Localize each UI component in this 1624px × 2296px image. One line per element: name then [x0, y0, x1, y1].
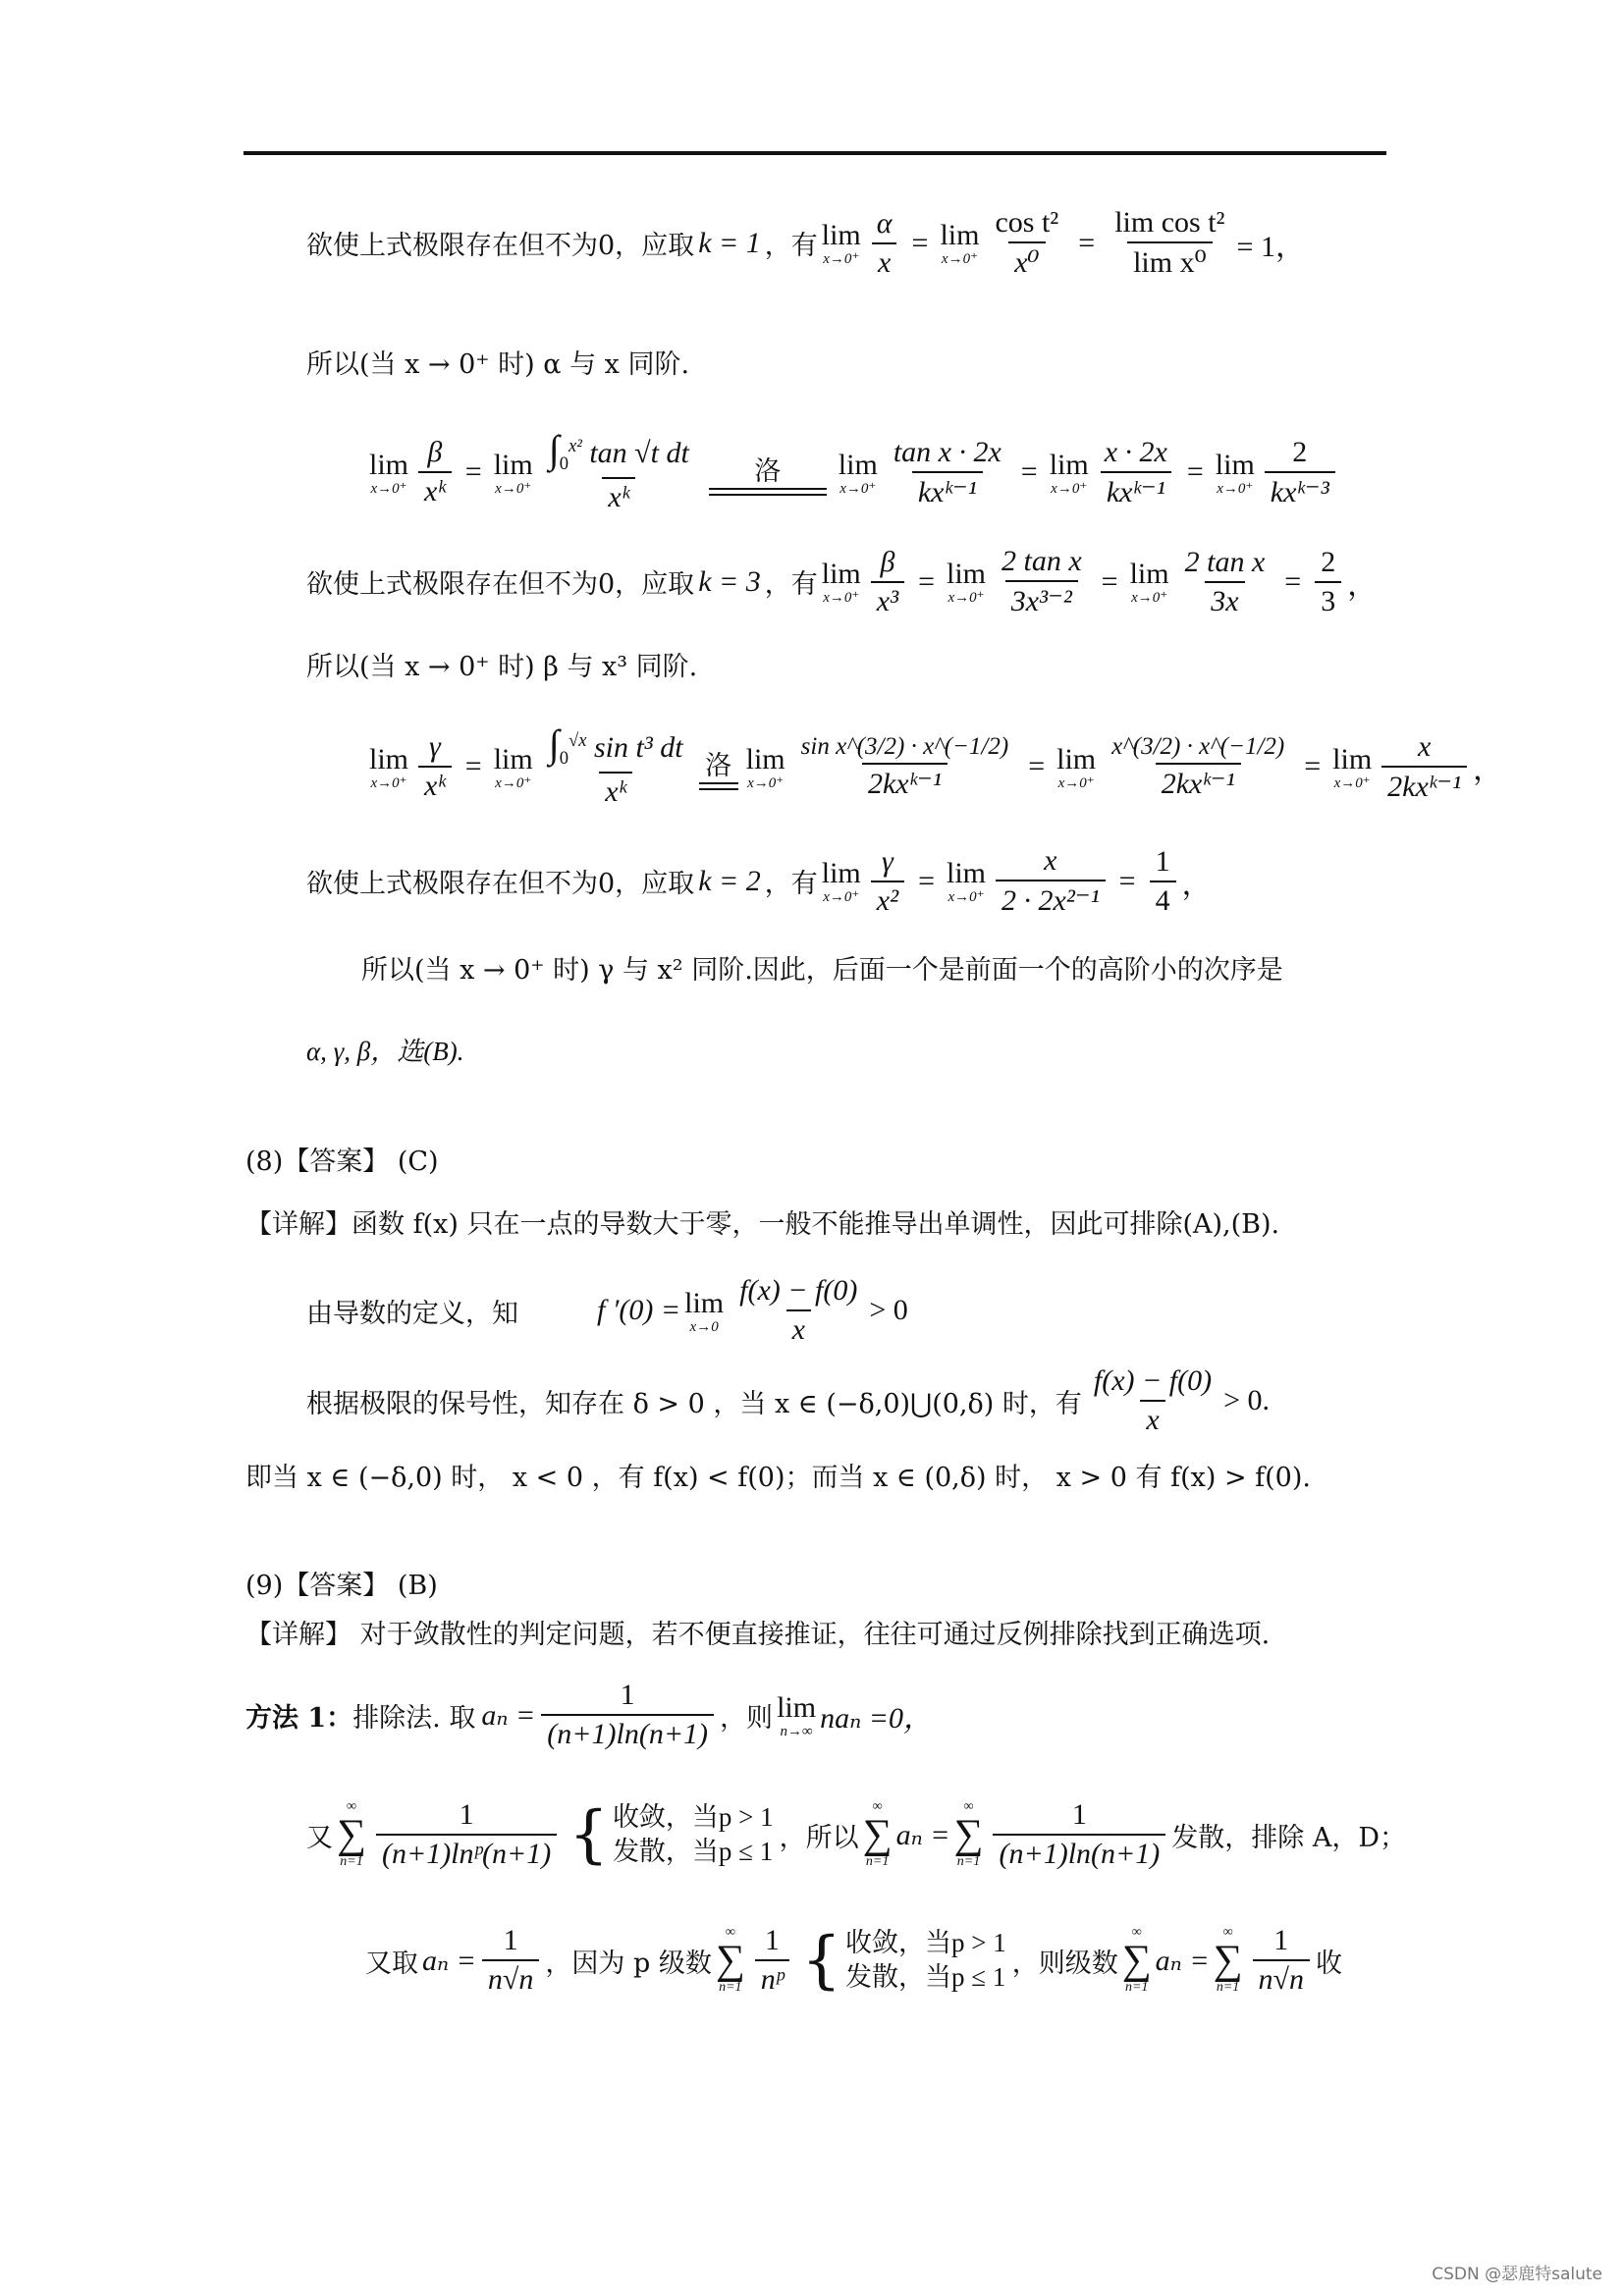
lim-operator: lim x→0⁺	[821, 857, 861, 905]
fraction-beta: $\frac{\beta}{\text{xᵏ}}$	[418, 436, 452, 508]
order-answer: α, γ, β，选(B).	[306, 1037, 464, 1066]
fraction-quarter: $\frac{1}{4}$	[1150, 845, 1176, 918]
fraction-an: $\frac{1}{(n+1)\ln(n+1)}$	[541, 1679, 714, 1751]
fraction-sin-power: $\frac{\text{sin x\textasciicircum{}(3/2) · x\textasciicircum{}(−1/2)}}{\text{2kxᵏ⁻¹}}$	[800, 732, 1009, 800]
convergence-cases: { 收敛，当p > 1 发散，当p ≤ 1	[568, 1798, 774, 1871]
lim-operator: lim x→0⁺	[493, 742, 533, 791]
fraction-alpha-x: $\frac{\alpha}{x}$	[871, 207, 898, 280]
q9-series-line: 又 ∞ ∑ n=1 $\frac{1}{\text{(n+1)lnᵖ(n+1)}}$ { 收敛，当p > 1 发散，当p ≤ 1 ，所以 ∞ ∑ n=1 aₙ = ∞ ∑ n=1 $\frac{1}{(n+1)\ln(n+1)}$ 发散，排除 A，D；	[306, 1798, 1407, 1871]
lim-operator: lim x→0⁺	[1215, 448, 1255, 497]
lim-operator: lim x→0⁺	[947, 857, 987, 905]
sum-symbol: ∞ ∑ n=1	[337, 1799, 366, 1869]
q9-answer-label: (9)【答案】 (B)	[245, 1571, 438, 1601]
gamma-integral-line: lim x→0⁺ $\frac{\gamma}{\text{xᵏ}}$ = lim x→0⁺ $\frac{\int_0^{√x} \sin t^3 dt}{\text{xᵏ}}$ 洛 lim x→0⁺ $\frac{\text{sin x\textasciicircum{}(3/2) · x\textasciicircum{}(−1/2)}}{\text{2kxᵏ⁻¹}}$ = lim x→0⁺ $\frac{x\^{}(3/2) \cdot x\^{}(-1/2)}{\text{2kxᵏ⁻¹}}$ = lim x→0⁺ $\frac{x}{\text{2kxᵏ⁻¹}}$ ，	[369, 721, 1503, 808]
q9-detail: 【详解】 对于敛散性的判定问题，若不便直接推证，往往可通过反例排除找到正确选项.	[245, 1620, 1271, 1650]
sum-symbol: ∞ ∑ n=1	[1121, 1925, 1152, 1995]
fraction-power: $\frac{x\^{}(3/2) \cdot x\^{}(-1/2)}{\text{2kxᵏ⁻¹}}$	[1111, 732, 1285, 800]
lim-operator: lim x→0⁺	[1332, 742, 1373, 791]
fraction-cos: $\frac{\text{cos t²}}{\text{x⁰}}$	[995, 206, 1059, 279]
alpha-order-text: 所以(当 x → 0⁺ 时) α 与 x 同阶.	[306, 349, 690, 380]
q8-derivative-line: 由导数的定义，知 f ′(0) = lim x→0 $\frac{f(x) - f(0)}{x}$ > 0	[306, 1274, 908, 1346]
have-text: ，有	[764, 231, 818, 261]
sum-symbol: ∞ ∑ n=1	[862, 1799, 893, 1869]
k-value: k = 1	[698, 226, 761, 259]
have-text: ，有	[764, 569, 818, 600]
fraction-two-thirds: $\frac{2}{3}$	[1315, 546, 1341, 618]
fraction-integral: $\frac{\int_0^{x^2} \tan √t dt}{\text{xᵏ}}$	[548, 427, 689, 513]
convergence-cases: { 收敛，当p > 1 发散，当p ≤ 1	[801, 1924, 1006, 1997]
lhopital-equals: 洛	[709, 450, 827, 496]
q8-sign-line: 根据极限的保号性，知存在 δ > 0 ，当 x ∈ (−δ,0)⋃(0,δ) 时，有 $\frac{f(x) - f(0)}{x}$ > 0.	[306, 1364, 1270, 1436]
k-value: k = 3	[698, 564, 761, 598]
fraction-two: $\frac{2}{\text{kxᵏ⁻³}}$	[1265, 436, 1335, 509]
lim-operator: lim x→0⁺	[369, 742, 409, 791]
beta-order-text: 所以(当 x → 0⁺ 时) β 与 x³ 同阶.	[306, 652, 698, 682]
fraction-x2x: $\frac{x \cdot 2x}{\text{kxᵏ⁻¹}}$	[1099, 436, 1173, 509]
lim-operator: lim x→0⁺	[821, 219, 861, 267]
fraction-beta-x3: $\frac{\beta}{\text{x³}}$	[871, 546, 904, 618]
lim-operator: lim x→0⁺	[940, 219, 980, 267]
lim-operator: lim x→0	[684, 1286, 725, 1335]
lim-operator: lim x→0⁺	[947, 558, 987, 606]
header-rule	[244, 151, 1386, 155]
fraction-difference: $\frac{f(x) - f(0)}{x}$	[1093, 1364, 1213, 1436]
fraction-x-2k: $\frac{x}{\text{2kxᵏ⁻¹}}$	[1381, 730, 1467, 804]
lim-operator: lim x→0⁺	[821, 558, 861, 606]
fraction-integral-sin: $\frac{\int_0^{√x} \sin t^3 dt}{\text{xᵏ}}$	[548, 721, 683, 808]
intro-text: 欲使上式极限存在但不为0，应取	[306, 869, 695, 899]
k-value: k = 2	[698, 864, 761, 897]
beta-limit-line: 欲使上式极限存在但不为0，应取 k = 3 ，有 lim x→0⁺ $\frac{\beta}{\text{x³}}$ = lim x→0⁺ $\frac{\text{2 tan x}}{\text{3x³⁻²}}$ = lim x→0⁺ $\frac{\text{2 tan x}}{3x}$ = $\frac{2}{3}$ ，	[306, 545, 1378, 617]
result-one: = 1，	[1236, 230, 1305, 263]
lim-operator: lim x→0⁺	[1049, 448, 1089, 497]
gamma-limit-line: 欲使上式极限存在但不为0，应取 k = 2 ，有 lim x→0⁺ $\frac{\gamma}{\text{x²}}$ = lim x→0⁺ $\frac{x}{\text{2 · 2x²⁻¹}}$ = $\frac{1}{4}$ ，	[306, 844, 1212, 917]
lim-operator: lim x→0⁺	[1056, 742, 1097, 791]
fraction-lim-cos: $\frac{\text{lim cos t²}}{\text{lim x⁰}}$	[1114, 206, 1225, 279]
fraction-x-2x: $\frac{x}{\text{2 · 2x²⁻¹}}$	[996, 844, 1106, 918]
watermark: CSDN @瑟鹿特salute	[1432, 2265, 1602, 2284]
fraction-tan: $\frac{\text{tan x · 2x}}{\text{kxᵏ⁻¹}}$	[893, 435, 1001, 508]
fraction-2tan-3x: $\frac{\text{2 tan x}}{3x}$	[1184, 545, 1266, 617]
fraction-2tan: $\frac{\text{2 tan x}}{\text{3x³⁻²}}$	[1001, 545, 1082, 617]
fraction-an: $\frac{1}{(n+1)\ln(n+1)}$	[993, 1798, 1165, 1871]
alpha-limit-line: 欲使上式极限存在但不为0，应取 k = 1 ，有 lim x→0⁺ $\frac{\alpha}{x}$ = lim x→0⁺ $\frac{\text{cos t²}}{\text{x⁰}}$ = $\frac{\text{lim cos t²}}{\text{lim x⁰}}$ = 1，	[306, 206, 1305, 279]
fraction-n-p: $\frac{1}{\text{nᵖ}}$	[755, 1924, 789, 1997]
fraction-n-sqrt-n: $\frac{1}{n√n}$	[482, 1924, 539, 1997]
lim-operator: lim x→0⁺	[369, 448, 409, 497]
q8-def-intro: 由导数的定义，知	[306, 1298, 518, 1329]
fraction-n-sqrt-n: $\frac{1}{n√n}$	[1253, 1924, 1310, 1997]
fraction-ln-p: $\frac{1}{\text{(n+1)lnᵖ(n+1)}}$	[376, 1798, 557, 1871]
q8-answer-label: (8)【答案】 (C)	[245, 1147, 439, 1177]
lhopital-equals: 洛	[699, 744, 738, 790]
fraction-gamma-x2: $\frac{\gamma}{\text{x²}}$	[871, 845, 904, 918]
q9-pseries-line: 又取 aₙ = $\frac{1}{n√n}$ ，因为 p 级数 ∞ ∑ n=1 $\frac{1}{\text{nᵖ}}$ { 收敛，当p > 1 发散，当p ≤ 1 ，则级数 ∞ ∑ n=1 aₙ = ∞ ∑ n=1 $\frac{1}{n√n}$ 收	[365, 1924, 1342, 1997]
q8-detail: 【详解】函数 f(x) 只在一点的导数大于零，一般不能推导出单调性，因此可排除(A),(B).	[245, 1209, 1280, 1240]
sum-symbol: ∞ ∑ n=1	[953, 1799, 984, 1869]
have-text: ，有	[764, 869, 818, 899]
lim-operator: lim x→0⁺	[1129, 558, 1169, 606]
q9-method1-line: 方法 1： 排除法. 取 aₙ = $\frac{1}{(n+1)\ln(n+1)}$ ，则 lim n→∞ naₙ =0，	[245, 1679, 933, 1750]
method-label: 方法 1：	[245, 1702, 353, 1734]
lim-operator: lim n→∞	[777, 1690, 817, 1739]
sum-symbol: ∞ ∑ n=1	[715, 1925, 745, 1995]
intro-text: 欲使上式极限存在但不为0，应取	[306, 231, 695, 261]
q8-def-lhs: f ′(0) =	[597, 1294, 681, 1326]
lim-operator: lim x→0⁺	[493, 448, 533, 497]
lim-operator: lim x→0⁺	[838, 448, 878, 497]
beta-integral-line: lim x→0⁺ $\frac{\beta}{\text{xᵏ}}$ = lim x→0⁺ $\frac{\int_0^{x^2} \tan √t dt}{\text{xᵏ}}$ 洛 lim x→0⁺ $\frac{\text{tan x · 2x}}{\text{kxᵏ⁻¹}}$ = lim x→0⁺ $\frac{x \cdot 2x}{\text{kxᵏ⁻¹}}$ = lim x→0⁺ $\frac{2}{\text{kxᵏ⁻³}}$	[365, 430, 1341, 514]
q8-conclusion: 即当 x ∈ (−δ,0) 时， x < 0 ，有 f(x) < f(0)；而当 x ∈ (0,δ) 时， x > 0 有 f(x) > f(0).	[245, 1463, 1311, 1493]
fraction-gamma: $\frac{\gamma}{\text{xᵏ}}$	[418, 730, 452, 803]
fraction-difference: $\frac{f(x) - f(0)}{x}$	[739, 1274, 858, 1346]
q8-keep-intro: 根据极限的保号性，知存在 δ > 0 ，当 x ∈ (−δ,0)⋃(0,δ) 时，有	[306, 1388, 1082, 1419]
sum-symbol: ∞ ∑ n=1	[1213, 1925, 1243, 1995]
method-text: 排除法. 取	[352, 1702, 476, 1734]
lim-operator: lim x→0⁺	[745, 742, 785, 791]
intro-text: 欲使上式极限存在但不为0，应取	[306, 569, 695, 600]
gamma-order-text: 所以(当 x → 0⁺ 时) γ 与 x² 同阶.因此，后面一个是前面一个的高阶小的次序是	[361, 955, 1283, 986]
